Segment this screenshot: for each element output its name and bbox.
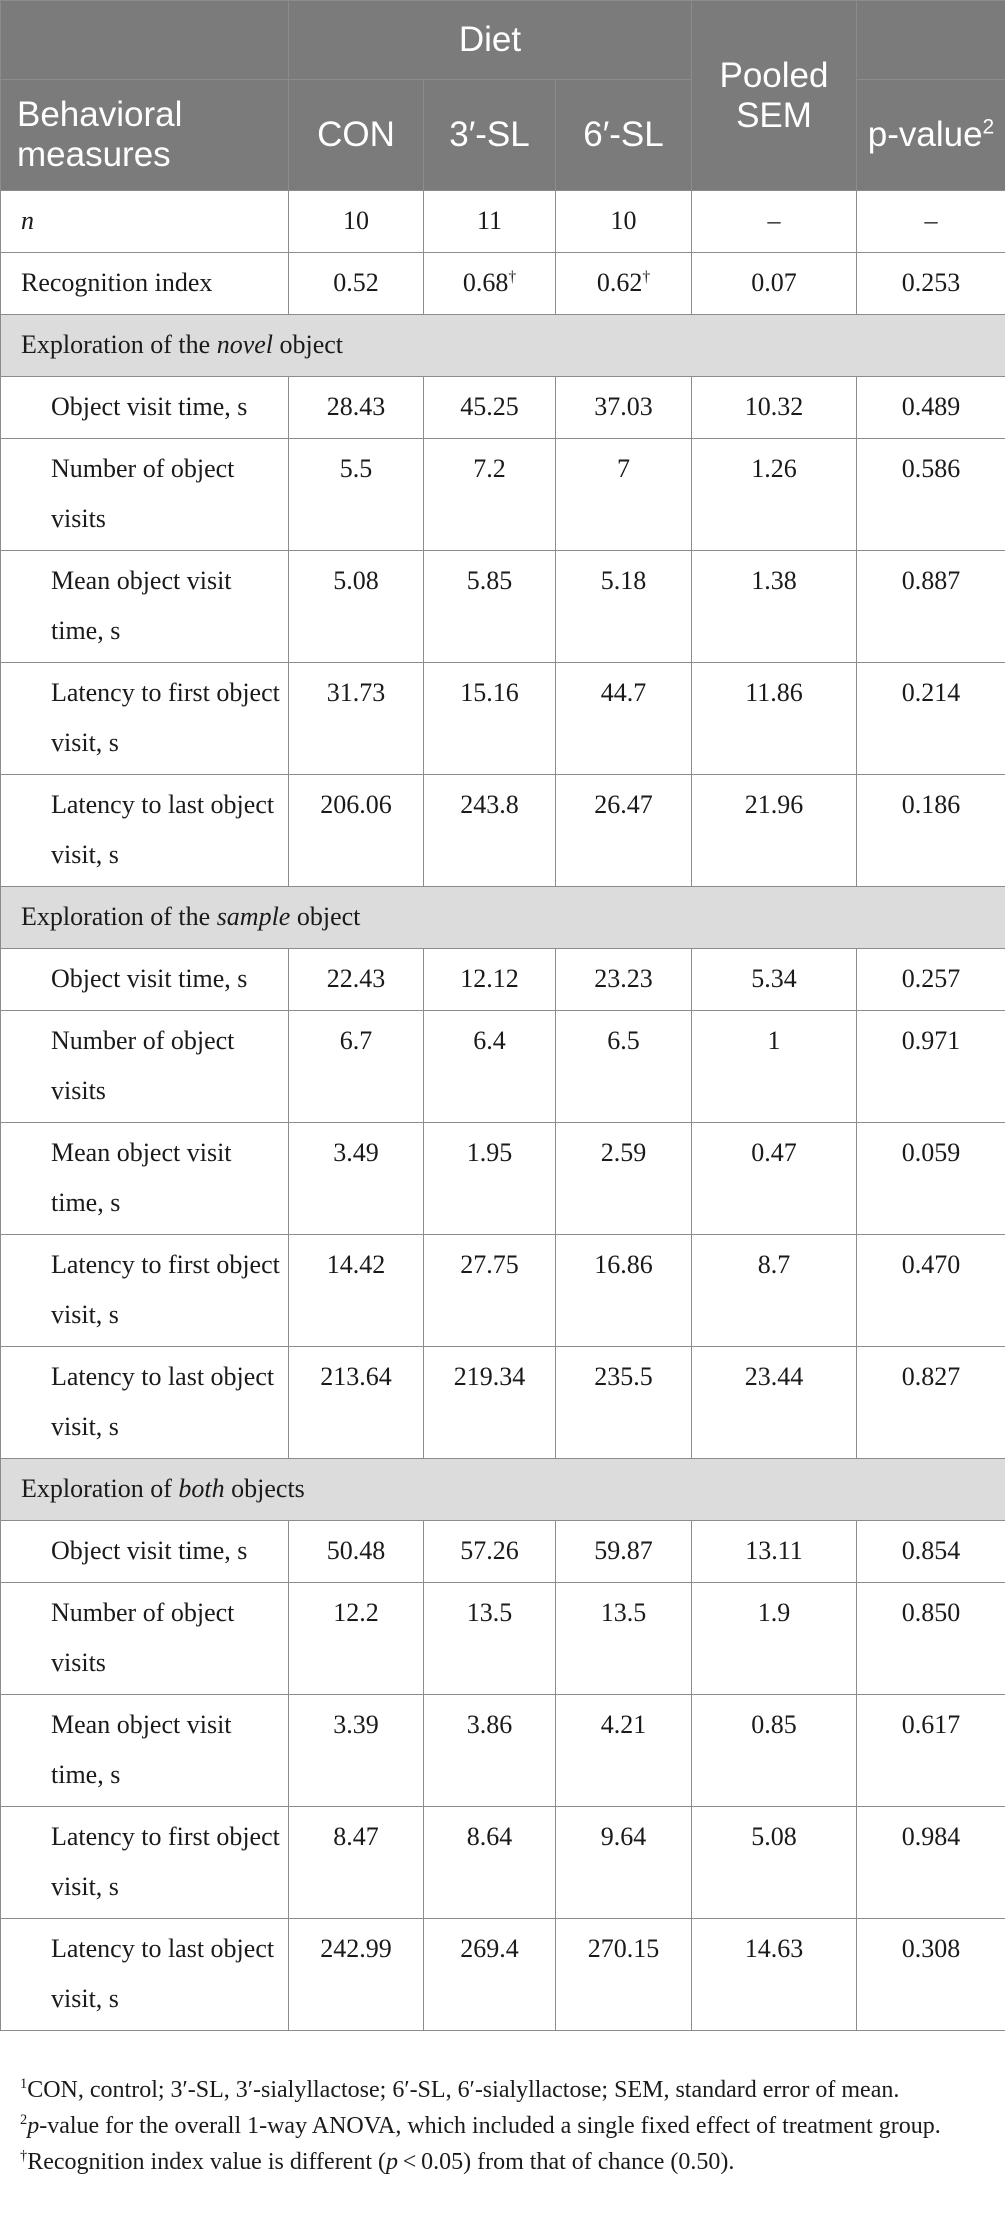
table-cell: 1.38 <box>692 551 857 663</box>
table-cell: 1.95 <box>424 1123 556 1235</box>
table-cell: 269.4 <box>424 1919 556 2031</box>
table-cell: 1.9 <box>692 1583 857 1695</box>
3sl-header: 3′-SL <box>424 80 556 191</box>
measure-label: Latency to first object visit, s <box>1 1807 289 1919</box>
table-cell: 2.59 <box>556 1123 692 1235</box>
table-cell: 243.8 <box>424 775 556 887</box>
table-row <box>1 1347 1005 1459</box>
table-cell: 22.43 <box>289 949 424 1011</box>
table-cell: 14.63 <box>692 1919 857 2031</box>
table-cell: 0.52 <box>289 253 424 315</box>
table-cell: 7.2 <box>424 439 556 551</box>
section-title: Exploration of both objects <box>1 1459 1005 1521</box>
table-cell: 13.5 <box>556 1583 692 1695</box>
measure-label: Object visit time, s <box>1 377 289 439</box>
table-cell: 0.059 <box>857 1123 1005 1235</box>
measure-label: Number of object visits <box>1 1583 289 1695</box>
table-cell: 1.26 <box>692 439 857 551</box>
table-cell: 9.64 <box>556 1807 692 1919</box>
table-cell: 5.18 <box>556 551 692 663</box>
table-cell: 4.21 <box>556 1695 692 1807</box>
table-cell: 13.11 <box>692 1521 857 1583</box>
table-cell: 31.73 <box>289 663 424 775</box>
table-row <box>1 1235 1005 1347</box>
table-cell: 0.617 <box>857 1695 1005 1807</box>
table-cell: 0.984 <box>857 1807 1005 1919</box>
table-cell: – <box>692 191 857 253</box>
table-row <box>1 1919 1005 2031</box>
table-cell: 0.85 <box>692 1695 857 1807</box>
table-cell: 28.43 <box>289 377 424 439</box>
table-cell: 3.39 <box>289 1695 424 1807</box>
table-row <box>1 1011 1005 1123</box>
measure-label: Object visit time, s <box>1 1521 289 1583</box>
dagger-mark: † <box>642 268 651 286</box>
table-row <box>1 1123 1005 1235</box>
table-cell: 59.87 <box>556 1521 692 1583</box>
table-cell: 0.68† <box>424 253 556 315</box>
measure-label: Mean object visit time, s <box>1 551 289 663</box>
table-row <box>1 1521 1005 1583</box>
table-cell: 206.06 <box>289 775 424 887</box>
table-cell: 16.86 <box>556 1235 692 1347</box>
table-cell: 270.15 <box>556 1919 692 2031</box>
table-cell: 7 <box>556 439 692 551</box>
measure-label: Mean object visit time, s <box>1 1695 289 1807</box>
table-cell: 0.854 <box>857 1521 1005 1583</box>
p-value-footnote-mark: 2 <box>982 115 995 139</box>
table-cell: 12.2 <box>289 1583 424 1695</box>
table-cell: 11.86 <box>692 663 857 775</box>
table-cell: 213.64 <box>289 1347 424 1459</box>
measure-label: Latency to first object visit, s <box>1 663 289 775</box>
header-blank-cell <box>857 1 1005 80</box>
6sl-header: 6′-SL <box>556 80 692 191</box>
table-cell: 242.99 <box>289 1919 424 2031</box>
table-cell: 5.08 <box>289 551 424 663</box>
table-cell: 3.86 <box>424 1695 556 1807</box>
table-cell: 0.07 <box>692 253 857 315</box>
table-cell: 6.5 <box>556 1011 692 1123</box>
table-cell: 0.62† <box>556 253 692 315</box>
table-cell: 6.7 <box>289 1011 424 1123</box>
table-cell: 0.257 <box>857 949 1005 1011</box>
table-cell: 26.47 <box>556 775 692 887</box>
table-cell: 0.971 <box>857 1011 1005 1123</box>
footnote-1: $^1$CON, control; 3′-SL, 3′-sialyllactose; 6′-SL, 6′-sialyllactose; SEM, standard error of mean. <box>20 2076 900 2103</box>
table-cell: 50.48 <box>289 1521 424 1583</box>
table-cell: 6.4 <box>424 1011 556 1123</box>
table-cell: 5.85 <box>424 551 556 663</box>
measure-label: Number of object visits <box>1 1011 289 1123</box>
section-header-sample <box>1 887 1005 949</box>
measure-label: Latency to last object visit, s <box>1 775 289 887</box>
table-cell: 44.7 <box>556 663 692 775</box>
table-cell: 0.850 <box>857 1583 1005 1695</box>
behavioral-measures-header: Behavioral measures <box>1 80 289 191</box>
measure-label: Object visit time, s <box>1 949 289 1011</box>
table-cell: 0.827 <box>857 1347 1005 1459</box>
table-row <box>1 1583 1005 1695</box>
table-row <box>1 663 1005 775</box>
table-cell: – <box>857 191 1005 253</box>
table-cell: 5.5 <box>289 439 424 551</box>
footnote-2: $^2$p-value for the overall 1-way ANOVA, which included a single fixed effect of treatment group. <box>20 2112 941 2139</box>
table-cell: 0.308 <box>857 1919 1005 2031</box>
table-cell: 0.887 <box>857 551 1005 663</box>
table-cell: 0.253 <box>857 253 1005 315</box>
table-cell: 45.25 <box>424 377 556 439</box>
table-cell: 8.64 <box>424 1807 556 1919</box>
diet-header: Diet <box>289 1 692 80</box>
p-value-header <box>857 80 1005 191</box>
table-cell: 57.26 <box>424 1521 556 1583</box>
measure-label: Latency to last object visit, s <box>1 1347 289 1459</box>
footnote-dagger: †Recognition index value is different (p < 0.05) from that of chance (0.50). <box>20 2148 735 2175</box>
header-blank-cell <box>1 1 289 80</box>
table-cell: 0.489 <box>857 377 1005 439</box>
measure-label: Number of object visits <box>1 439 289 551</box>
table-cell: 13.5 <box>424 1583 556 1695</box>
table-cell: 0.586 <box>857 439 1005 551</box>
table-row <box>1 377 1005 439</box>
table-row <box>1 551 1005 663</box>
section-header-both <box>1 1459 1005 1521</box>
table-row <box>1 1807 1005 1919</box>
table-cell: 23.23 <box>556 949 692 1011</box>
table-cell: 0.470 <box>857 1235 1005 1347</box>
measure-label: Latency to first object visit, s <box>1 1235 289 1347</box>
section-header-novel <box>1 315 1005 377</box>
table-cell: 1 <box>692 1011 857 1123</box>
table-cell: 0.47 <box>692 1123 857 1235</box>
table-cell: 14.42 <box>289 1235 424 1347</box>
table-cell: 15.16 <box>424 663 556 775</box>
table-cell: 23.44 <box>692 1347 857 1459</box>
table-cell: 0.186 <box>857 775 1005 887</box>
section-title: Exploration of the novel object <box>1 315 1005 377</box>
table-cell: 27.75 <box>424 1235 556 1347</box>
table-row <box>1 775 1005 887</box>
table-cell: 37.03 <box>556 377 692 439</box>
table-cell: 21.96 <box>692 775 857 887</box>
table-cell: 235.5 <box>556 1347 692 1459</box>
con-header: CON <box>289 80 424 191</box>
table-cell: 10 <box>556 191 692 253</box>
measure-label: Latency to last object visit, s <box>1 1919 289 2031</box>
table-cell: 5.34 <box>692 949 857 1011</box>
table-footnotes <box>20 2072 985 2180</box>
measure-label: Mean object visit time, s <box>1 1123 289 1235</box>
table-cell: 0.214 <box>857 663 1005 775</box>
table-row-recognition-index <box>1 253 1005 315</box>
table-cell: 12.12 <box>424 949 556 1011</box>
table-body <box>1 191 1005 2031</box>
n-label: n <box>1 191 289 253</box>
pooled-sem-header: Pooled SEM <box>692 1 857 191</box>
table-cell: 11 <box>424 191 556 253</box>
recognition-index-label: Recognition index <box>1 253 289 315</box>
table-row <box>1 1695 1005 1807</box>
table-cell: 8.7 <box>692 1235 857 1347</box>
table-row <box>1 439 1005 551</box>
table-cell: 10.32 <box>692 377 857 439</box>
table-cell: 3.49 <box>289 1123 424 1235</box>
table-cell: 5.08 <box>692 1807 857 1919</box>
dagger-mark: † <box>508 268 517 286</box>
table-cell: 8.47 <box>289 1807 424 1919</box>
table-row <box>1 949 1005 1011</box>
table-row-n <box>1 191 1005 253</box>
table-cell: 219.34 <box>424 1347 556 1459</box>
table-cell: 10 <box>289 191 424 253</box>
section-title: Exploration of the sample object <box>1 887 1005 949</box>
p-value-label: p-value <box>867 115 983 154</box>
